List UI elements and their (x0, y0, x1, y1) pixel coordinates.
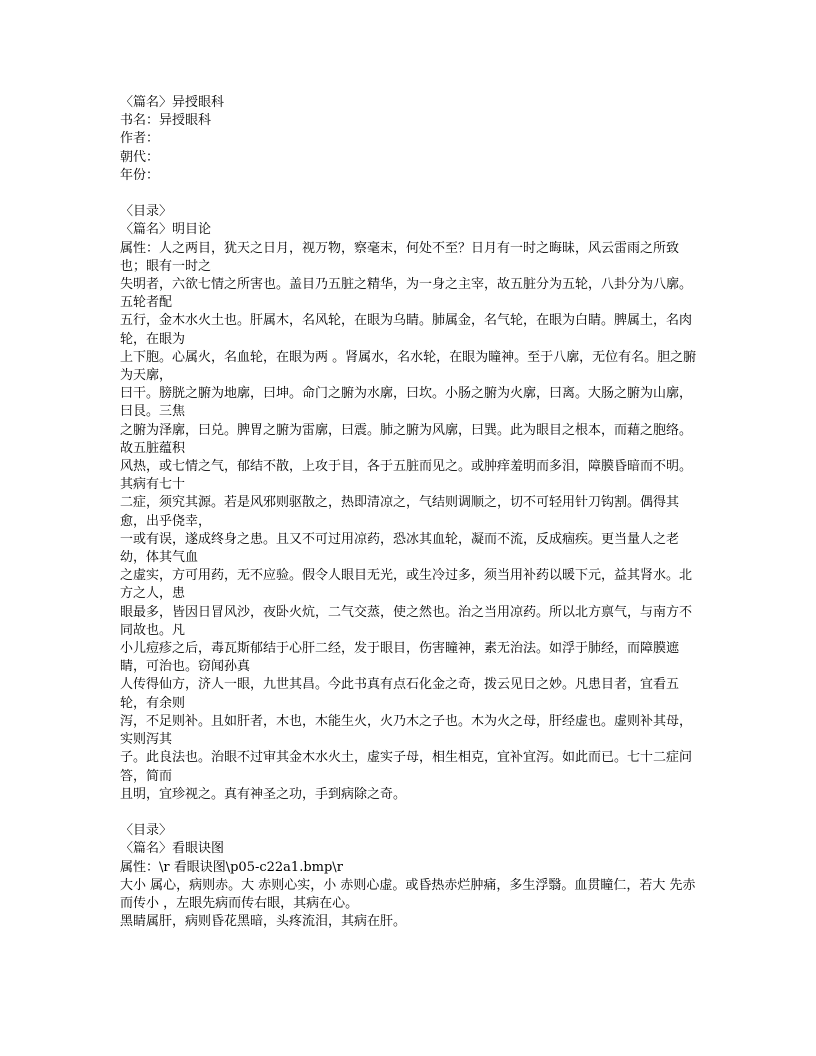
text-line: 一或有误，遂成终身之患。且又不可过用凉药，恐冰其血轮，凝而不流，反成痼疾。更当量人之老幼，体其气血 (120, 531, 680, 566)
author-field: 作者： (120, 131, 160, 147)
text-line: 曰干。膀胱之腑为地廓，曰坤。命门之腑为水廓，曰坎。小肠之腑为火廓，曰离。大肠之腑为山廓，曰艮。三焦 (120, 386, 693, 420)
section-title: 〈篇名〉看眼诀图 (120, 841, 225, 857)
text-line: 泻，不足则补。且如肝者，木也，木能生火，火乃木之子也。木为火之母，肝经虚也。虚则补其母，实则泻其 (120, 713, 693, 748)
text-line: 失明者，六欲七情之所害也。盖目乃五脏之精华，为一身之主宰，故五脏分为五轮，八卦分为八廓。五轮者配 (120, 277, 693, 311)
text-line: 而传小 ，左眼先病而传右眼，其病在心。 (120, 895, 359, 911)
text-line: 之虚实，方可用药，无不应验。假令人眼目无光，或生冷过多，须当用补药以暖下元，益其肾水。北方之人，患 (120, 568, 693, 602)
section-title: 〈篇名〉明目论 (120, 222, 212, 238)
text-line: 黑睛属肝，病则昏花黑暗，头疼流泪，其病在肝。 (120, 914, 407, 930)
text-line: 眼最多，皆因日冒风沙，夜卧火炕，二气交蒸，使之然也。治之当用凉药。所以北方禀气，与南方不同故也。凡 (120, 604, 693, 638)
text-line: 二症，须究其源。若是风邪则驱散之，热即清凉之，气结则调顺之，切不可轻用针刀钩割。偶得其愈，出乎侥幸， (120, 495, 680, 529)
text-line: 人传得仙方，济人一眼，九世其昌。今此书真有点石化金之奇，拨云见日之妙。凡患目者，宜看五轮，有余则 (120, 677, 680, 711)
text-line: 上下胞。心属火，名血轮，在眼为两 。肾属水，名水轮，在眼为瞳神。至于八廓，无位有名。胆之腑为天廓， (120, 349, 697, 384)
text-line: 小儿痘疹之后，毒瓦斯郁结于心肝二经，发于眼目，伤害瞳神，素无治法。如浮于肺经，而障膜遮睛，可治也。窃闻孙真 (120, 641, 680, 675)
document-page (120, 94, 700, 931)
text-line: 属性：人之两目，犹天之日月，视万物，察毫末，何处不至？日月有一时之晦昧，风云雷雨之所致也；眼有一时之 (120, 240, 680, 274)
text-line: 属性：\r 看眼诀图\p05-c22a1.bmp\r (120, 859, 343, 875)
chapter-title: 〈篇名〉异授眼科 (120, 95, 225, 110)
text-line: 且明，宜珍视之。真有神圣之功，手到病除之奇。 (120, 786, 407, 802)
year-field: 年份： (120, 167, 160, 183)
dynasty-field: 朝代： (120, 149, 160, 165)
toc-marker: 〈目录〉 (120, 204, 173, 220)
spacer (120, 804, 700, 822)
text-line: 风热，或七情之气，郁结不散，上攻于目，各于五脏而见之。或肿痒羞明而多泪，障膜昏暗而不明。其病有七十 (120, 459, 693, 493)
text-line: 五行，金木水火土也。肝属木，名风轮，在眼为乌睛。肺属金，名气轮，在眼为白睛。脾属土，名肉轮，在眼为 (120, 313, 693, 347)
book-name: 书名：异授眼科 (120, 113, 212, 129)
text-line: 之腑为泽廓，曰兑。脾胃之腑为雷廓，曰震。肺之腑为风廓，曰巽。此为眼目之根本，而藉之胞络。故五脏蕴积 (120, 422, 693, 456)
text-line: 子。此良法也。治眼不过审其金木水火土，虚实子母，相生相克，宜补宜泻。如此而已。七十二症问答，简而 (120, 750, 693, 784)
text-line: 大小 属心，病则赤。大 赤则心实，小 赤则心虚。或昏热赤烂肿痛，多生浮翳。血贯瞳仁，若大 先赤 (120, 877, 696, 893)
toc-marker: 〈目录〉 (120, 823, 173, 839)
spacer (120, 185, 700, 203)
